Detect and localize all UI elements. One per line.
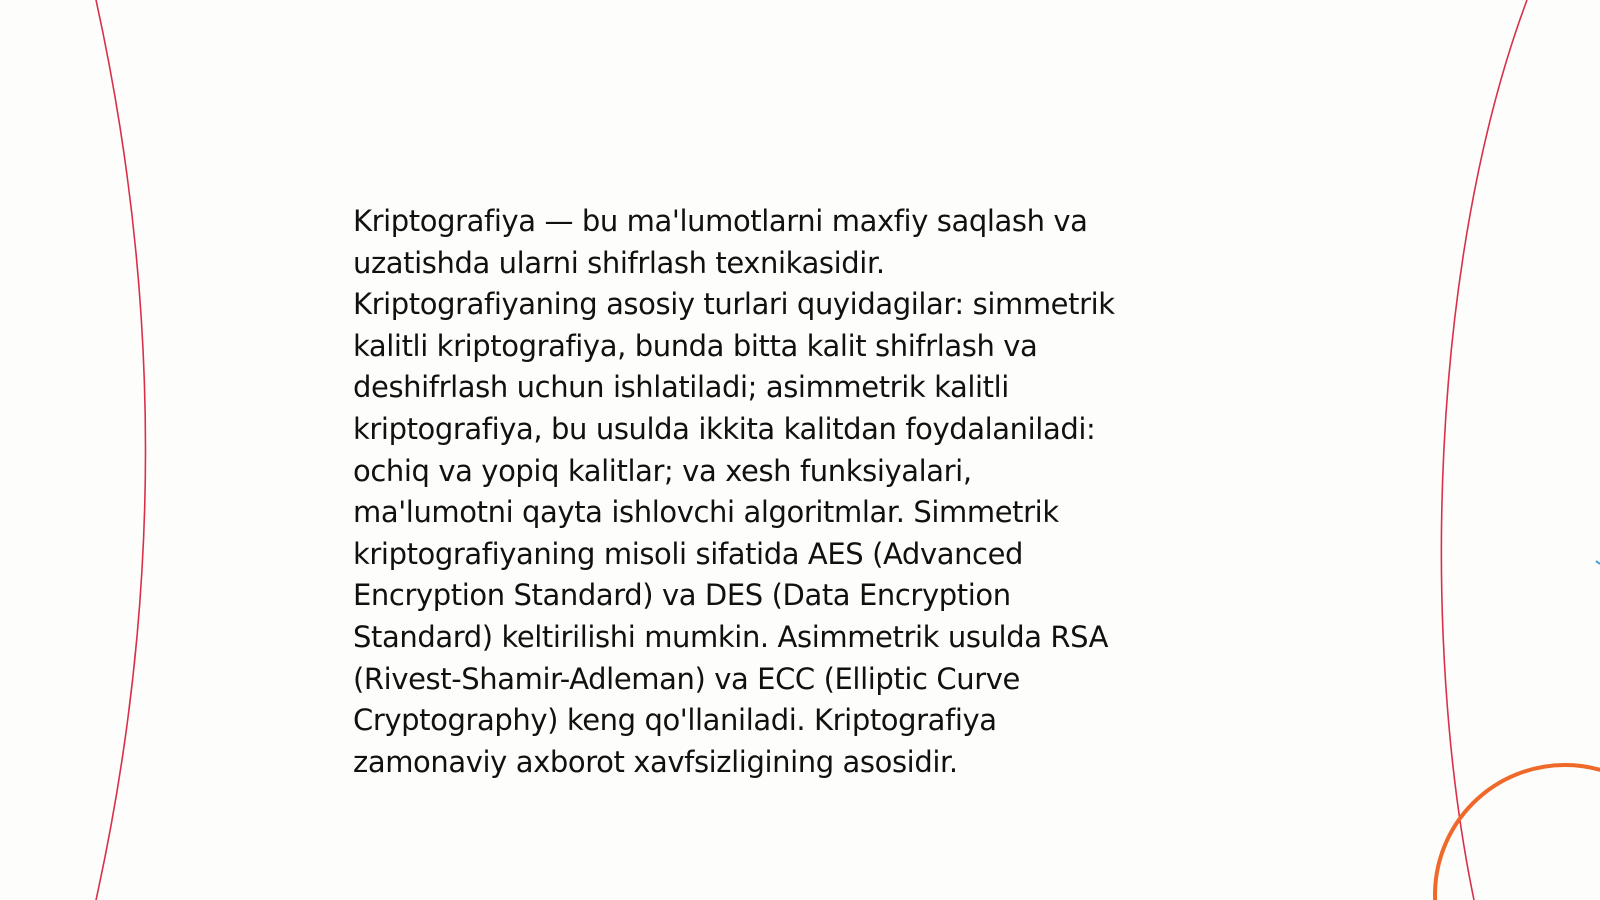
body-line: Cryptography) keng qo'llaniladi. Kriptografiya	[353, 703, 997, 738]
body-line: ma'lumotni qayta ishlovchi algoritmlar. Simmetrik	[353, 495, 1059, 530]
body-line: kriptografiyaning misoli sifatida AES (Advanced	[353, 536, 1024, 571]
orange-circle-outline	[1435, 765, 1600, 900]
body-line: zamonaviy axborot xavfsizligining asosidir.	[353, 744, 958, 779]
body-line: kriptografiya, bu usulda ikkita kalitdan foydalaniladi:	[353, 411, 1096, 446]
body-line: Encryption Standard) va DES (Data Encryption	[353, 578, 1011, 613]
blue-tick-mark	[1596, 561, 1600, 564]
body-line: (Rivest-Shamir-Adleman) va ECC (Elliptic Curve	[353, 661, 1020, 696]
right-arc-line	[1441, 0, 1527, 900]
body-line: deshifrlash uchun ishlatiladi; asimmetrik kalitli	[353, 370, 1009, 405]
body-line: ochiq va yopiq kalitlar; va xesh funksiyalari,	[353, 453, 972, 488]
body-line: Kriptografiyaning asosiy turlari quyidagilar: simmetrik	[353, 287, 1115, 322]
left-arc-line	[96, 0, 146, 900]
body-line: kalitli kriptografiya, bunda bitta kalit shifrlash va	[353, 328, 1038, 363]
body-line: Standard) keltirilishi mumkin. Asimmetrik usulda RSA	[353, 619, 1109, 654]
body-line: uzatishda ularni shifrlash texnikasidir.	[353, 245, 885, 280]
slide-body-text	[353, 201, 1233, 783]
body-line: Kriptografiya — bu ma'lumotlarni maxfiy saqlash va	[353, 204, 1088, 238]
